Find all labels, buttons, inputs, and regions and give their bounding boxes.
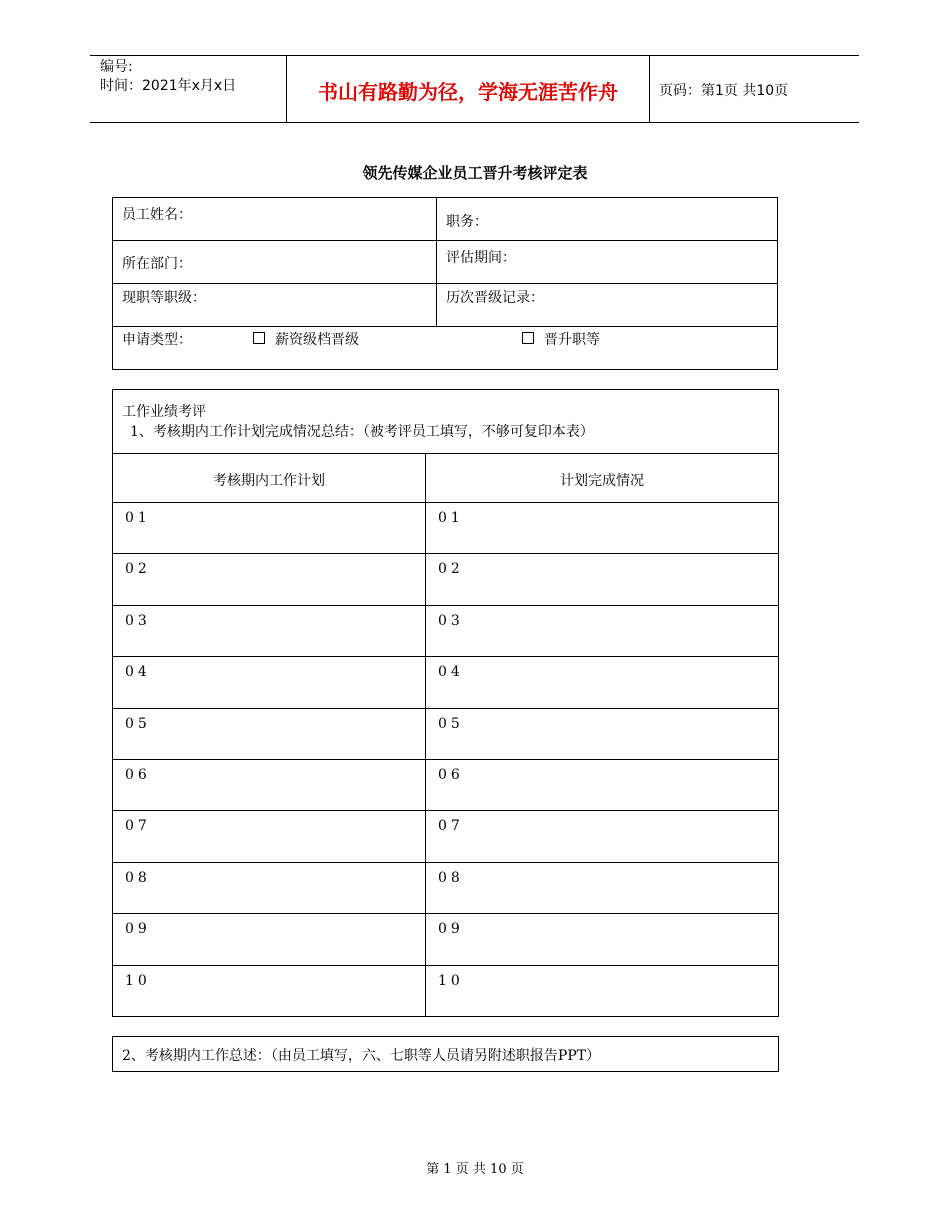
row-divider xyxy=(113,708,778,709)
plan-cell[interactable]: 09 xyxy=(125,921,151,937)
promotion-history-field[interactable]: 历次晋级记录： xyxy=(446,290,544,306)
section-subtitle: 1、考核期内工作计划完成情况总结：（被考评员工填写，不够可复印本表） xyxy=(130,424,594,440)
plan-cell[interactable]: 05 xyxy=(125,716,151,732)
row-divider xyxy=(113,605,778,606)
plan-cell[interactable]: 06 xyxy=(125,767,151,783)
header-page-info: 页码：第1页 共10页 xyxy=(659,83,789,99)
employee-name-field[interactable]: 员工姓名： xyxy=(122,207,192,223)
row-divider xyxy=(113,759,778,760)
table-divider xyxy=(113,326,777,327)
row-divider xyxy=(113,656,778,657)
option-promotion[interactable] xyxy=(522,329,600,349)
table-divider xyxy=(113,502,778,503)
completion-cell[interactable]: 05 xyxy=(438,716,464,732)
time-label: 时间：2021年x月x日 xyxy=(100,78,237,94)
checkbox-icon[interactable] xyxy=(253,332,265,344)
plan-cell[interactable]: 03 xyxy=(125,613,151,629)
completion-cell[interactable]: 10 xyxy=(438,973,464,989)
page-header xyxy=(90,55,859,123)
completion-cell[interactable]: 09 xyxy=(438,921,464,937)
plan-cell[interactable]: 02 xyxy=(125,561,151,577)
option-salary[interactable] xyxy=(253,329,359,349)
employee-info-table xyxy=(112,197,778,370)
page-footer: 第 1 页 共 10 页 xyxy=(426,1162,524,1177)
plan-cell[interactable]: 04 xyxy=(125,664,151,680)
row-divider xyxy=(113,862,778,863)
document-title: 领先传媒企业员工晋升考核评定表 xyxy=(362,164,588,182)
completion-cell[interactable]: 08 xyxy=(438,870,464,886)
header-motto: 书山有路勤为径，学海无涯苦作舟 xyxy=(318,80,618,104)
evaluation-period-field[interactable]: 评估期间： xyxy=(446,250,516,266)
performance-intro xyxy=(122,402,594,442)
row-divider xyxy=(113,965,778,966)
application-type-label: 申请类型： xyxy=(122,332,192,348)
table-divider xyxy=(113,453,778,454)
number-label: 编号: xyxy=(100,59,133,75)
position-field[interactable]: 职务： xyxy=(446,214,488,230)
completion-cell[interactable]: 01 xyxy=(438,510,464,526)
table-divider xyxy=(113,283,777,284)
completion-cell[interactable]: 03 xyxy=(438,613,464,629)
table-divider xyxy=(113,240,777,241)
section-title: 工作业绩考评 xyxy=(122,404,206,420)
table-divider xyxy=(436,198,437,326)
plan-cell[interactable]: 08 xyxy=(125,870,151,886)
current-level-field[interactable]: 现职等职级： xyxy=(122,290,206,306)
col-header-completion: 计划完成情况 xyxy=(560,473,644,489)
option-salary-label: 薪资级档晋级 xyxy=(275,332,359,348)
checkbox-icon[interactable] xyxy=(522,332,534,344)
option-promotion-label: 晋升职等 xyxy=(544,332,600,348)
header-divider xyxy=(649,56,650,122)
plan-cell[interactable]: 10 xyxy=(125,973,151,989)
completion-cell[interactable]: 07 xyxy=(438,818,464,834)
completion-cell[interactable]: 02 xyxy=(438,561,464,577)
plan-cell[interactable]: 01 xyxy=(125,510,151,526)
row-divider xyxy=(113,553,778,554)
row-divider xyxy=(113,913,778,914)
col-header-plan: 考核期内工作计划 xyxy=(213,473,325,489)
department-field[interactable]: 所在部门： xyxy=(122,256,192,272)
plan-cell[interactable]: 07 xyxy=(125,818,151,834)
work-summary-box[interactable] xyxy=(112,1036,779,1072)
row-divider xyxy=(113,810,778,811)
work-summary-label: 2、考核期内工作总述：（由员工填写，六、七职等人员请另附述职报告PPT） xyxy=(122,1048,601,1064)
completion-cell[interactable]: 04 xyxy=(438,664,464,680)
performance-table xyxy=(112,389,779,1017)
completion-cell[interactable]: 06 xyxy=(438,767,464,783)
header-meta xyxy=(100,58,236,96)
column-divider xyxy=(425,453,426,1016)
